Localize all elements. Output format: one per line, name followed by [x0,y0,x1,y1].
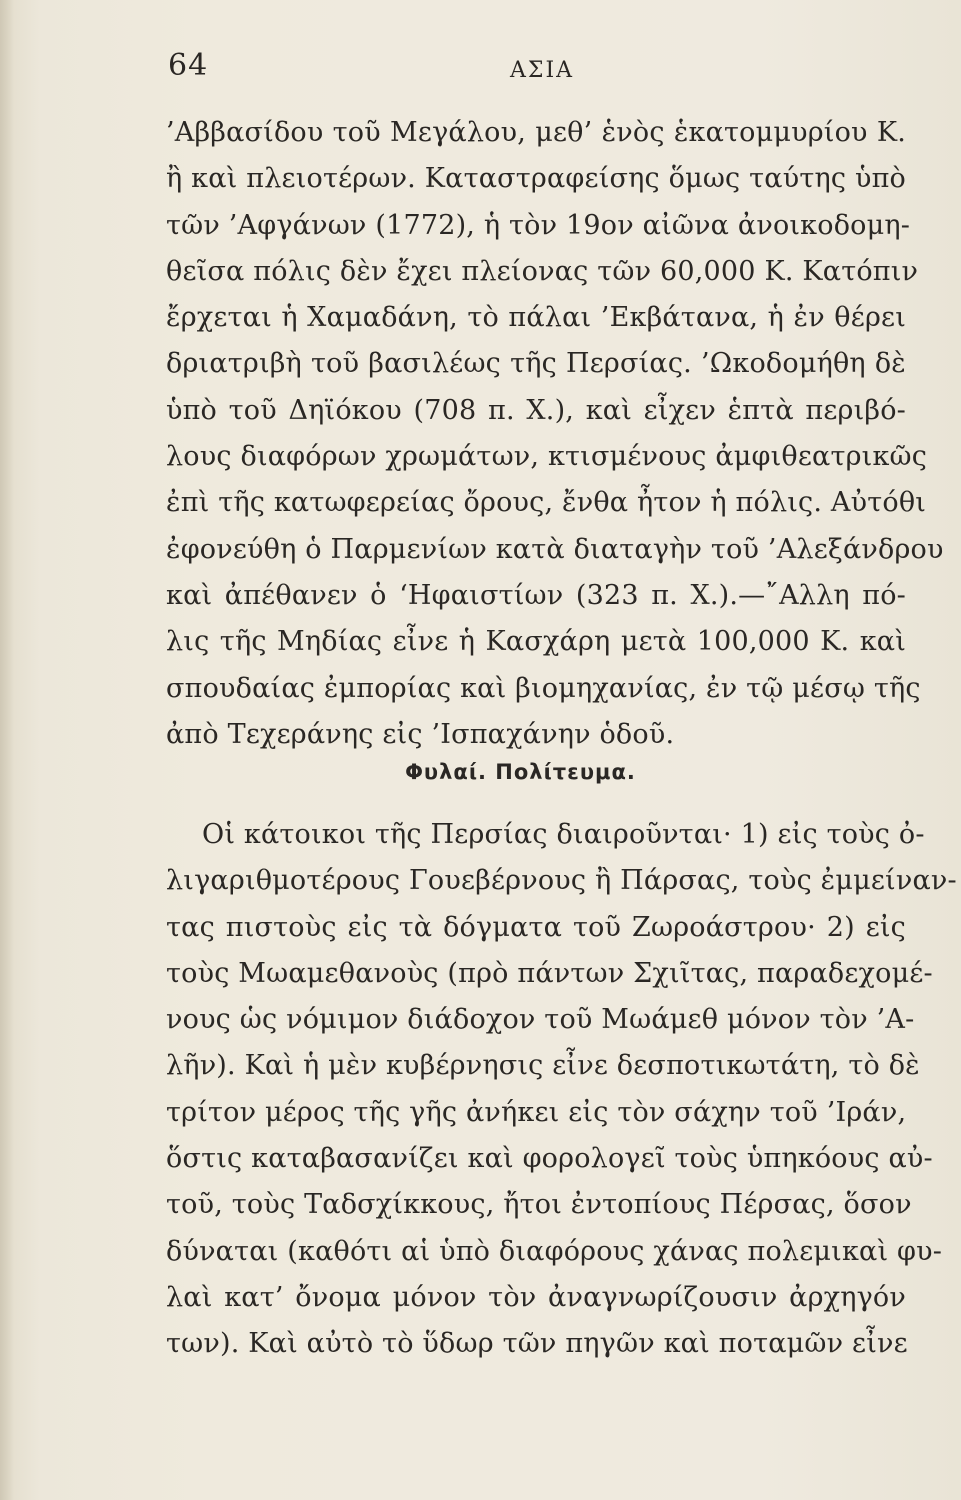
text-line: ’Αββασίδου τοῦ Μεγάλου, μεθ’ ἑνὸς ἑκατομμυρίου Κ. [166,117,906,148]
section-heading: Φυλαί. Πολίτευμα. [405,760,636,784]
paragraph-2 [166,812,957,1368]
text-line: τοὺς Μωαμεθανοὺς (πρὸ πάντων Σχιῖτας, παραδεχομέ- [166,957,933,989]
text-line: ὑπὸ τοῦ Δηϊόκου (708 π. Χ.), καὶ εἶχεν ἑπτὰ περιβό- [166,394,906,426]
section-heading-wrap [0,760,961,784]
paragraph-1 [166,110,944,758]
text-line: λαὶ κατ’ ὄνομα μόνον τὸν ἀναγνωρίζουσιν ἀρχηγόν [166,1281,906,1313]
page-header [0,48,961,98]
text-line: λις τῆς Μηδίας εἶνε ἡ Κασχάρη μετὰ 100,000 Κ. καὶ [166,626,906,658]
text-line: ἐφονεύθη ὁ Παρμενίων κατὰ διαταγὴν τοῦ ’Αλεξάνδρου [166,533,944,565]
text-line: καὶ ἀπέθανεν ὁ ‘Ηφαιστίων (323 π. Χ.).—῎Αλλη πό- [166,579,906,611]
text-line: νους ὡς νόμιμον διάδοχον τοῦ Μωάμεθ μόνον τὸν ’Α- [166,1004,915,1036]
text-line: ἢ καὶ πλειοτέρων. Καταστραφείσης ὅμως ταύτης ὑπὸ [166,163,906,195]
text-line: δριατριβὴ τοῦ βασιλέως τῆς Περσίας. ’Ωκοδομήθη δὲ [166,348,906,380]
text-line: λῆν). Καὶ ἡ μὲν κυβέρνησις εἶνε δεσποτικωτάτη, τὸ δὲ [166,1050,920,1082]
text-line: ἐπὶ τῆς κατωφερείας ὄρους, ἔνθα ἦτον ἡ πόλις. Αὐτόθι [166,487,927,519]
text-line: τρίτον μέρος τῆς γῆς ἀνήκει εἰς τὸν σάχην τοῦ ’Ιράν, [166,1096,907,1128]
text-line: σπουδαίας ἐμπορίας καὶ βιομηχανίας, ἐν τῷ μέσῳ τῆς [166,672,921,704]
text-line: ἀπὸ Τεχεράνης εἰς ’Ισπαχάνην ὁδοῦ. [166,718,675,750]
text-line: τας πιστοὺς εἰς τὰ δόγματα τοῦ Ζωροάστρου· 2) εἰς [166,911,906,943]
text-line: ἔρχεται ἡ Χαμαδάνη, τὸ πάλαι ’Εκβάτανα, ἡ ἐν θέρει [166,302,906,334]
page-binding-shadow [0,0,14,1500]
text-line: θεῖσα πόλις δὲν ἔχει πλείονας τῶν 60,000 Κ. Κατόπιν [166,255,919,287]
running-head: ΑΣΙΑ [510,58,575,83]
text-line: ὅστις καταβασανίζει καὶ φορολογεῖ τοὺς ὑπηκόους αὐ- [166,1143,933,1175]
text-line: λιγαριθμοτέρους Γουεβέρνους ἢ Πάρσας, τοὺς ἐμμείναν- [166,865,957,897]
text-line: των). Καὶ αὐτὸ τὸ ὕδωρ τῶν πηγῶν καὶ ποταμῶν εἶνε [166,1328,908,1360]
text-line: δύναται (καθότι αἱ ὑπὸ διαφόρους χάνας πολεμικαὶ φυ- [166,1235,943,1267]
text-line: τοῦ, τοὺς Ταδσχίκκους, ἤτοι ἐντοπίους Πέρσας, ὅσον [166,1189,912,1221]
text-line: Οἱ κάτοικοι τῆς Περσίας διαιροῦνται· 1) εἰς τοὺς ὀ- [202,819,925,850]
text-line: λους διαφόρων χρωμάτων, κτισμένους ἀμφιθεατρικῶς [166,441,928,473]
page-number: 64 [168,48,209,83]
text-line: τῶν ’Αφγάνων (1772), ἡ τὸν 19ον αἰῶνα ἀνοικοδομη- [166,209,911,241]
